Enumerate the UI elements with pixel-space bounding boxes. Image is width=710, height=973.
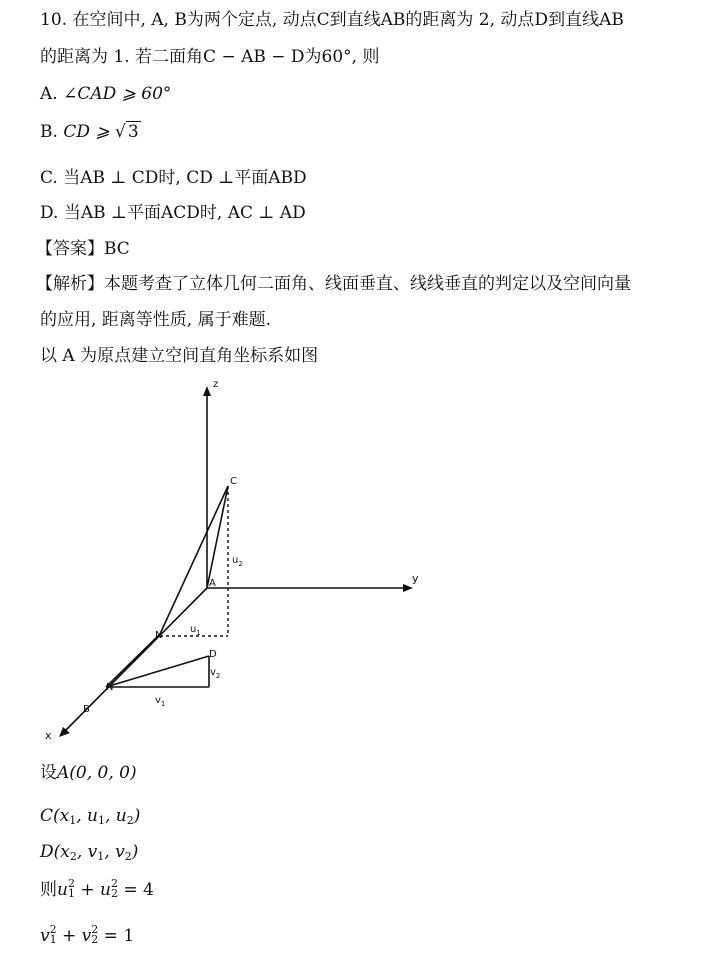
answer-label: 【答案】 [36, 239, 104, 259]
option-c-text: 当AB ⊥ CD时, CD ⊥平面ABD [63, 168, 307, 188]
option-c-prefix: C. [40, 168, 58, 188]
analysis-line-2: 的应用, 距离等性质, 属于难题. [40, 310, 272, 330]
analysis-label: 【解析】 [36, 274, 104, 294]
equation-1: 则u 2 1 + u 2 2 = 4 [40, 877, 154, 900]
analysis-text-1: 本题考查了立体几何二面角、线面垂直、线线垂直的判定以及空间向量 [104, 274, 631, 294]
setup-d: $D(x_2$, $v_1$, $v_2$) [40, 842, 139, 863]
option-b-lhs: CD ⩾ [63, 122, 116, 142]
option-b-radicand: 3 [127, 122, 139, 142]
label-a: A [209, 578, 216, 589]
label-c: C [230, 476, 237, 487]
option-a-prefix: A. [40, 84, 58, 104]
setup-c: $C(x_1$, $u_1$, $u_2$) [40, 806, 141, 827]
label-v1: $v_1$ [155, 695, 166, 708]
segment-a-c [207, 486, 228, 588]
label-u1: $u_1$ [190, 624, 201, 637]
option-b: B. CD ⩾ √ 3 [40, 122, 139, 142]
question-line-2: 的距离为 1. 若二面角C − AB − D为60°, 则 [40, 47, 380, 67]
setup-a-coord: A(0, 0, 0) [57, 763, 137, 783]
y-arrow [403, 584, 413, 592]
setup-a-prefix: 设 [40, 763, 57, 783]
question-line-1: 10. 在空间中, A, B为两个定点, 动点C到直线AB的距离为 2, 动点D到直线AB [40, 10, 624, 30]
option-d-text: 当AB ⊥平面ACD时, AC ⊥ AD [63, 203, 306, 223]
option-b-prefix: B. [40, 122, 58, 142]
option-d-prefix: D. [40, 203, 59, 223]
label-v2: $v_2$ [210, 667, 221, 680]
label-y: y [412, 572, 419, 585]
label-n1: N [155, 630, 163, 641]
label-x: x [45, 729, 52, 742]
answer-value: BC [104, 239, 130, 259]
segment-n-c [160, 486, 228, 634]
setup-a [40, 761, 137, 785]
label-n2: N [106, 682, 114, 693]
option-a-text: ∠CAD ⩾ 60° [63, 84, 172, 104]
label-d: D [209, 649, 217, 660]
equation-2: v 2 1 + v 2 2 = 1 [40, 923, 135, 946]
z-arrow [203, 386, 211, 396]
label-u2: $u_2$ [232, 555, 243, 568]
label-z: z [213, 379, 219, 390]
analysis-line-3: 以 A 为原点建立空间直角坐标系如图 [40, 346, 319, 366]
label-b: B [83, 704, 90, 715]
